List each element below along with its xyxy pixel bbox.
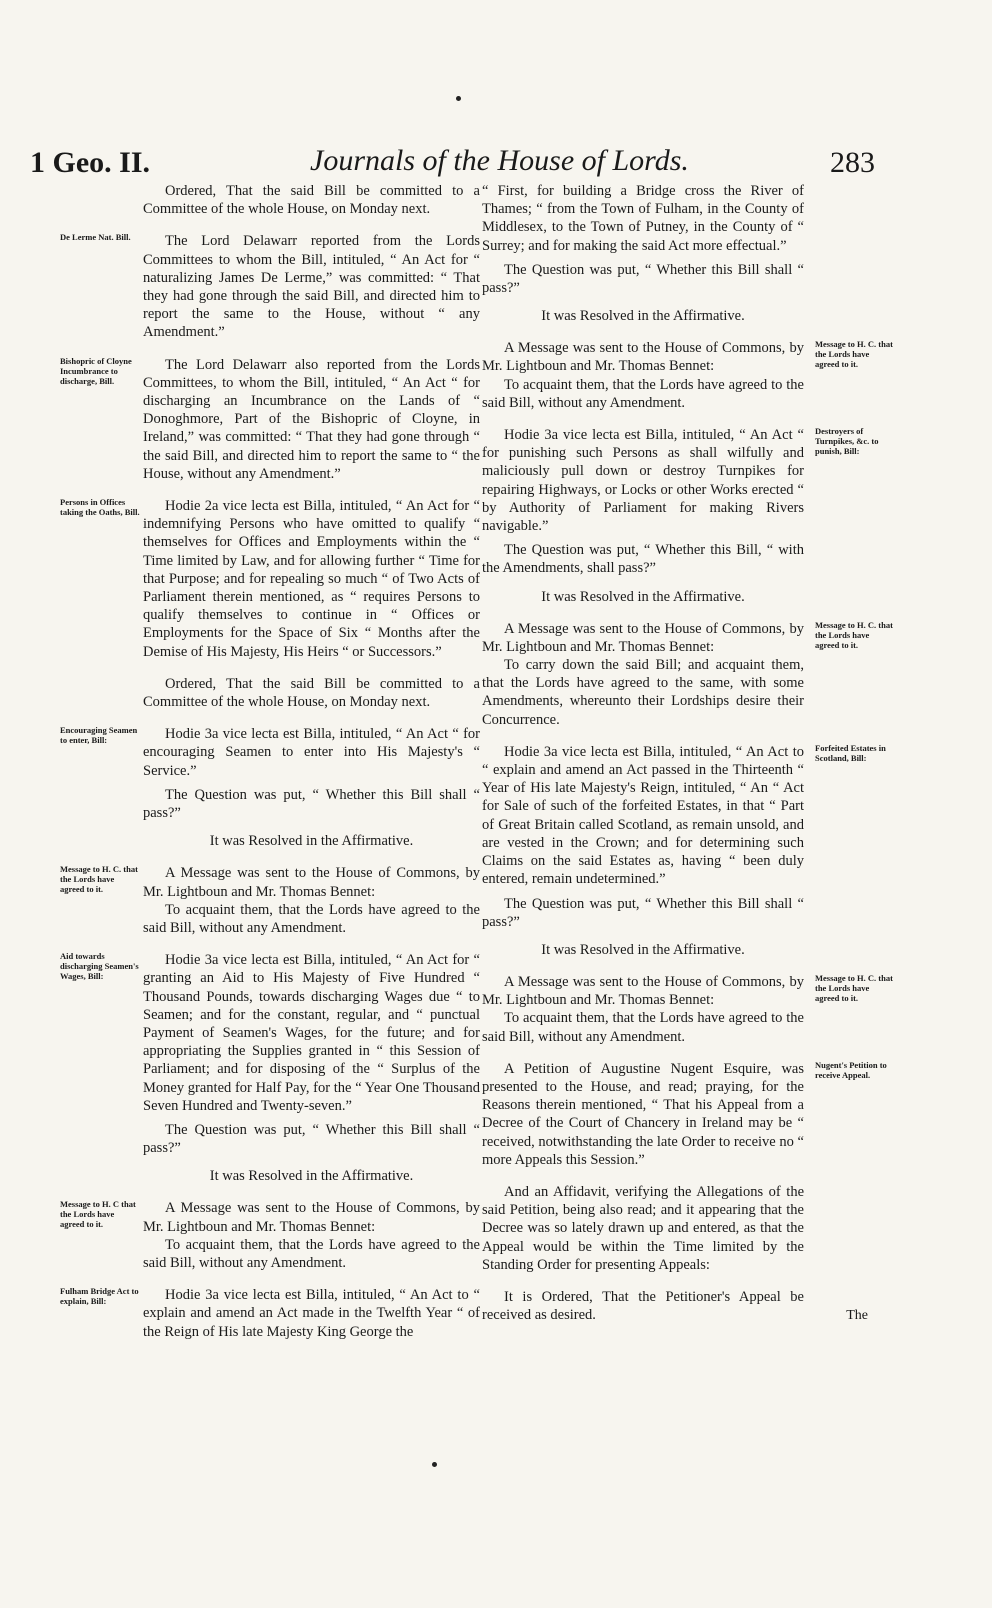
entry-text: The Lord Delawarr also reported from the Lords Committees, to whom the Bill, intituled, “ An Act “ for discharging an Incumbrance on the Lands of “ Donoghmore, Part of the Bishopric of Cloyne, in Ireland,” was committed: “ That they had gone through “ the said Bill, and directed him to report the same to “ the House, without any Amendment.” (143, 356, 480, 482)
margin-note: Destroyers of Turnpikes, &c. to punish, Bill: (815, 426, 879, 457)
entry (482, 182, 882, 325)
entry (60, 1286, 480, 1341)
entry (482, 426, 882, 606)
question-text: The Question was put, “ Whether this Bill shall “ pass?” (143, 786, 480, 822)
margin-note: Message to H. C. that the Lords have agreed to it. (815, 972, 893, 1003)
page-mark-bottom (432, 1462, 437, 1467)
entry (60, 951, 480, 1185)
entry-text: Hodie 3a vice lecta est Billa, intituled, “ An Act “ for punishing such Persons as shall wilfully and maliciously pull down or destroy Turnpikes for repairing Highways, or Locks or other Works erected “ by Authority of Parliament for making Rivers navigable.” (482, 427, 804, 535)
margin-note: Encouraging Seamen to enter, Bill: (60, 725, 138, 746)
entry-text: It is Ordered, That the Petitioner's Appeal be received as desired. (482, 1288, 804, 1324)
header-regnal-year: 1 Geo. II. (30, 146, 150, 179)
resolution-text: It was Resolved in the Affirmative. (209, 833, 414, 850)
question-text: The Question was put, “ Whether this Bill shall “ pass?” (482, 261, 804, 297)
margin-note: Bishopric of Cloyne Incumbrance to discharge, Bill. (60, 355, 132, 386)
resolution-text: It was Resolved in the Affirmative. (209, 1168, 414, 1185)
entry (60, 182, 480, 218)
entry-text: The Lord Delawarr reported from the Lords Committees to whom the Bill, intituled, “ An Act for “ naturalizing James De Lerme,” was committed: “ That they had gone through the said Bill, and directed him to report the same to the House, without “ any Amendment.” (143, 233, 480, 341)
resolution-text: It was Resolved in the Affirmative. (541, 308, 745, 325)
question-text: The Question was put, “ Whether this Bill, “ with the Amendments, shall pass?” (482, 542, 804, 577)
entry (482, 339, 893, 412)
question-text: The Question was put, “ Whether this Bill shall “ pass?” (143, 1121, 480, 1157)
entry-text: Hodie 3a vice lecta est Billa, intituled, “ An Act “ for encouraging Seamen to enter into His Majesty's “ Service.” (143, 726, 480, 779)
margin-note: Message to H. C. that the Lords have agreed to it. (60, 864, 138, 895)
margin-note: Forfeited Estates in Scotland, Bill: (815, 742, 886, 763)
entry-text-continued: To carry down the said Bill; and acquaint them, that the Lords have agreed to the same, with some Amendments, whereunto their Lordships desire their Concurrence. (482, 657, 804, 728)
entry (60, 725, 480, 850)
margin-note: Nugent's Petition to receive Appeal. (815, 1059, 887, 1080)
margin-note: Aid towards discharging Seamen's Wages, Bill: (60, 951, 139, 982)
margin-note: Message to H. C. that the Lords have agreed to it. (815, 619, 893, 650)
entry-text-continued: To acquaint them, that the Lords have agreed to the said Bill, without any Amendment. (482, 1010, 804, 1045)
entry-text-continued: To acquaint them, that the Lords have agreed to the said Bill, without any Amendment. (482, 376, 804, 411)
entry-text-continued: To acquaint them, that the Lords have agreed to the said Bill, without any Amendment. (143, 901, 480, 936)
entry-text: A Message was sent to the House of Commons, by Mr. Lightboun and Mr. Thomas Bennet: (482, 340, 804, 375)
entry (482, 972, 893, 1046)
entry-text: Hodie 3a vice lecta est Billa, intituled, “ An Act to “ explain and amend an Act passed in the Thirteenth “ Year of His late Majesty's Reign, intituled, “ An “ Act for Sale of such of the forfeited Estates, in that “ Part of Great Britain called Scotland, as remain unsold, and are vested in the Crown; and for determining such Claims on the said Estates as, having “ been duly entered, remain undetermined.” (482, 743, 804, 888)
header-page-number: 283 (830, 146, 875, 179)
entry-text: Ordered, That the said Bill be committed to a Committee of the whole House, on Monday next. (143, 183, 480, 218)
entry-text: Hodie 3a vice lecta est Billa, intituled, “ An Act for “ granting an Aid to His Majesty of Five Hundred “ Thousand Pounds, towards discharging Wages due “ to Seamen; and for the constant, regular, and “ punctual Payment of Seamen's Wages, for the future; and for appropriating the Supplies granted in “ this Session of Parliament; and for disposing of the “ Surplus of the Money granted for Half Pay, for the “ Year One Thousand Seven Hundred and Twenty-seven.” (143, 952, 480, 1114)
page-header (30, 142, 875, 182)
resolution-text: It was Resolved in the Affirmative. (541, 941, 745, 958)
entry-text: Hodie 3a vice lecta est Billa, intituled, “ An Act to “ explain and amend an Act made in the Twelfth Year “ of the Reign of His late Majesty King George the (143, 1287, 480, 1340)
entry-text: A Petition of Augustine Nugent Esquire, was presented to the House, and read; praying, for the Reasons therein mentioned, “ That his Appeal from a Decree of the Court of Chancery in Ireland may be “ received, notwithstanding the late Order to receive no “ more Appeals this Session.” (482, 1060, 804, 1168)
entry-text: And an Affidavit, verifying the Allegations of the said Petition, being also read; and it appearing that the Decree was so lately drawn up and entered, as that the Appeal would be within the Time limited by the Standing Order for presenting Appeals: (482, 1183, 804, 1273)
right-column (482, 182, 893, 1338)
margin-note: Fulham Bridge Act to explain, Bill: (60, 1286, 139, 1307)
entry (60, 1199, 480, 1272)
entry-text: “ First, for building a Bridge cross the River of Thames; “ from the Town of Fulham, in the County of Middlesex, to the Town of Putney, in the County of “ Surrey; and for making the said Act more effectual.” (482, 183, 804, 254)
entry-text: A Message was sent to the House of Commons, by Mr. Lightboun and Mr. Thomas Bennet: (143, 1200, 480, 1235)
header-journal-title: Journals of the House of Lords. (310, 144, 689, 177)
margin-note: Message to H. C that the Lords have agreed to it. (60, 1199, 136, 1230)
entry (482, 1183, 882, 1274)
entry (60, 497, 480, 661)
entry (482, 1059, 887, 1169)
entry (60, 232, 480, 341)
page-mark-top (456, 96, 461, 101)
entry (60, 675, 480, 711)
question-text: The Question was put, “ Whether this Bill shall “ pass?” (482, 895, 804, 930)
entry (482, 1288, 882, 1324)
margin-note: Message to H. C. that the Lords have agreed to it. (815, 339, 893, 370)
catchword: The (846, 1308, 868, 1323)
entry (60, 864, 480, 937)
margin-note: De Lerme Nat. Bill. (60, 232, 131, 243)
entry-text-continued: To acquaint them, that the Lords have agreed to the said Bill, without any Amendment. (143, 1236, 480, 1271)
entry-text: Ordered, That the said Bill be committed to a Committee of the whole House, on Monday next. (143, 675, 480, 711)
entry (482, 619, 893, 729)
entry-text: A Message was sent to the House of Commons, by Mr. Lightboun and Mr. Thomas Bennet: (143, 865, 480, 900)
entry (60, 356, 480, 483)
entry (482, 742, 886, 959)
margin-note: Persons in Offices taking the Oaths, Bill. (60, 497, 140, 518)
entry-text: Hodie 2a vice lecta est Billa, intituled, “ An Act for “ indemnifying Persons who have omitted to qualify “ themselves for Offices and Employments within the “ Time limited by Law, and for allowing further “ Time for that Purpose; and for repealing so much “ of Two Acts of Parliament therein mentioned, as “ requires Persons to qualify themselves to continue in “ Offices or Employments for the Space of Six “ Months after the Demise of His Majesty, His Heirs “ or Successors.” (143, 498, 480, 660)
resolution-text: It was Resolved in the Affirmative. (541, 588, 745, 605)
left-column (60, 182, 480, 1355)
entry-text: A Message was sent to the House of Commons, by Mr. Lightboun and Mr. Thomas Bennet: (482, 973, 804, 1009)
entry-text: A Message was sent to the House of Commons, by Mr. Lightboun and Mr. Thomas Bennet: (482, 620, 804, 655)
